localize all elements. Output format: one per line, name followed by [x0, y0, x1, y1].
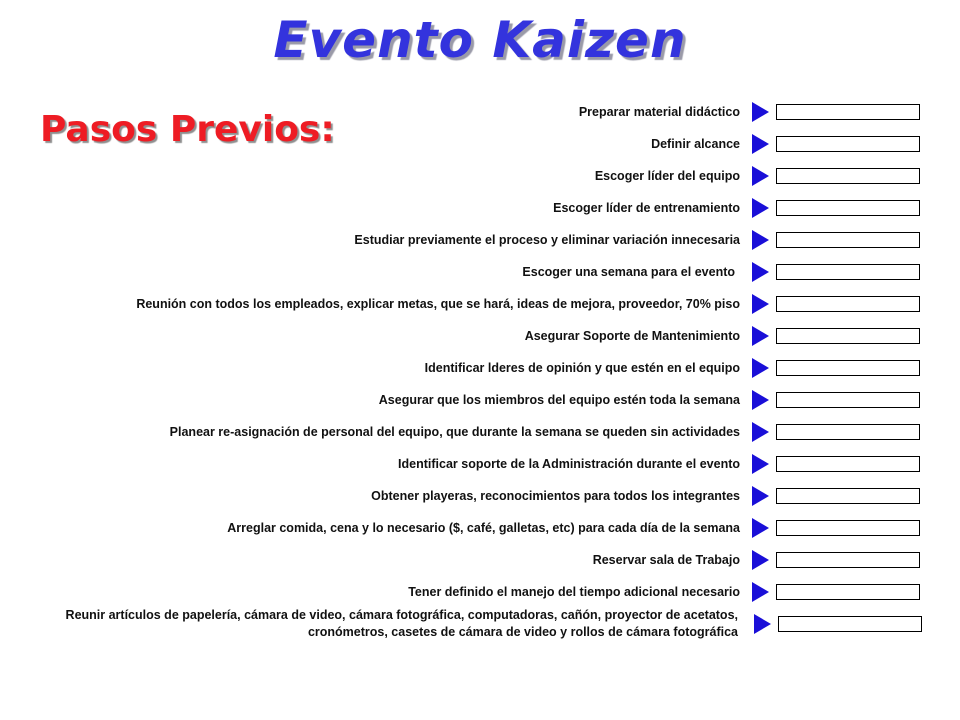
arrow-right-icon — [752, 454, 769, 474]
arrow-right-icon — [752, 582, 769, 602]
arrow-right-icon — [752, 166, 769, 186]
step-label: Reunión con todos los empleados, explicar metas, que se hará, ideas de mejora, proveedor, 70% piso — [136, 297, 740, 311]
step-label: Escoger una semana para el evento — [522, 265, 735, 279]
step-checkbox[interactable] — [776, 232, 920, 248]
arrow-right-icon — [752, 550, 769, 570]
step-label: Tener definido el manejo del tiempo adicional necesario — [408, 585, 740, 599]
step-label: Estudiar previamente el proceso y eliminar variación innecesaria — [354, 233, 740, 247]
step-label: Asegurar Soporte de Mantenimiento — [524, 329, 740, 343]
step-checkbox[interactable] — [776, 136, 920, 152]
slide-title: Evento Kaizen — [273, 11, 687, 69]
step-row — [0, 544, 960, 576]
arrow-right-icon — [752, 102, 769, 122]
step-label: Escoger líder de entrenamiento — [553, 201, 740, 215]
step-row — [0, 128, 960, 160]
step-label: Reservar sala de Trabajo — [592, 553, 740, 567]
step-row — [0, 448, 960, 480]
step-checkbox[interactable] — [776, 168, 920, 184]
step-label: Identificar lderes de opinión y que estén en el equipo — [424, 361, 740, 375]
step-row — [0, 352, 960, 384]
arrow-right-icon — [752, 486, 769, 506]
arrow-right-icon — [754, 614, 771, 634]
step-label: Planear re-asignación de personal del equipo, que durante la semana se queden sin actividades — [169, 425, 740, 439]
step-label: Arreglar comida, cena y lo necesario ($, café, galletas, etc) para cada día de la semana — [227, 521, 740, 535]
slide-subtitle: Pasos Previos: — [40, 109, 335, 150]
arrow-right-icon — [752, 230, 769, 250]
step-label: Asegurar que los miembros del equipo estén toda la semana — [378, 393, 740, 407]
step-checkbox[interactable] — [776, 392, 920, 408]
step-row — [0, 602, 960, 646]
step-row — [0, 96, 960, 128]
step-checkbox[interactable] — [778, 616, 922, 632]
step-checkbox[interactable] — [776, 264, 920, 280]
step-checkbox[interactable] — [776, 328, 920, 344]
step-checkbox[interactable] — [776, 200, 920, 216]
step-row — [0, 224, 960, 256]
step-checkbox[interactable] — [776, 360, 920, 376]
step-label: Preparar material didáctico — [578, 105, 740, 119]
step-checkbox[interactable] — [776, 488, 920, 504]
arrow-right-icon — [752, 326, 769, 346]
step-row — [0, 192, 960, 224]
arrow-right-icon — [752, 518, 769, 538]
step-checkbox[interactable] — [776, 520, 920, 536]
step-checkbox[interactable] — [776, 552, 920, 568]
step-checkbox[interactable] — [776, 584, 920, 600]
step-checkbox[interactable] — [776, 424, 920, 440]
step-row — [0, 480, 960, 512]
arrow-right-icon — [752, 294, 769, 314]
arrow-right-icon — [752, 358, 769, 378]
step-row — [0, 288, 960, 320]
step-row — [0, 256, 960, 288]
step-label: Escoger líder del equipo — [594, 169, 740, 183]
step-label: Definir alcance — [651, 137, 740, 151]
arrow-right-icon — [752, 134, 769, 154]
step-checkbox[interactable] — [776, 104, 920, 120]
step-row — [0, 416, 960, 448]
step-checkbox[interactable] — [776, 296, 920, 312]
arrow-right-icon — [752, 422, 769, 442]
step-label: Obtener playeras, reconocimientos para todos los integrantes — [371, 489, 740, 503]
step-label: Identificar soporte de la Administración durante el evento — [398, 457, 740, 471]
step-row — [0, 384, 960, 416]
arrow-right-icon — [752, 198, 769, 218]
step-row — [0, 160, 960, 192]
step-row — [0, 512, 960, 544]
step-row — [0, 320, 960, 352]
step-label: Reunir artículos de papelería, cámara de video, cámara fotográfica, computadoras, cañón, proyector de acetatos, cronómetros, casetes de cámara de video y rollos de cámara fotográfica — [65, 608, 738, 639]
arrow-right-icon — [752, 262, 769, 282]
arrow-right-icon — [752, 390, 769, 410]
step-checkbox[interactable] — [776, 456, 920, 472]
